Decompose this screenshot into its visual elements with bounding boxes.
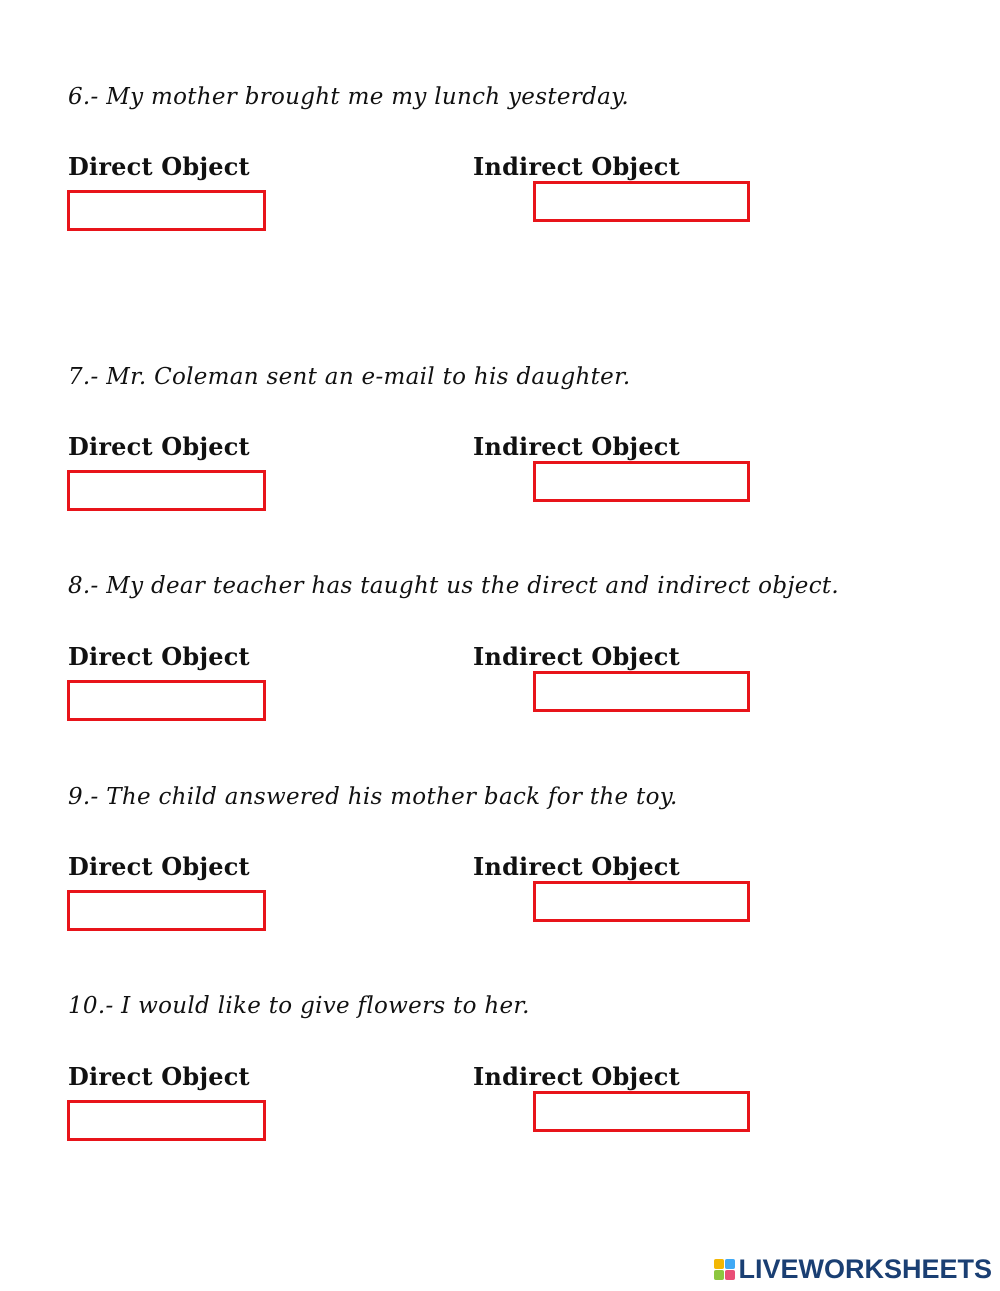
question-9-direct-label: Direct Object [68,852,250,881]
question-8-indirect-label: Indirect Object [473,642,680,671]
question-6-sentence: 6.- My mother brought me my lunch yesterday. [68,84,629,110]
question-9-indirect-input[interactable] [533,881,750,922]
logo-cell [725,1270,735,1280]
logo-cell [714,1270,724,1280]
liveworksheets-brand [714,1256,992,1283]
liveworksheets-logo-icon [714,1259,735,1280]
logo-cell [725,1259,735,1269]
question-6-direct-label: Direct Object [68,152,250,181]
question-10-indirect-input[interactable] [533,1091,750,1132]
question-8-direct-label: Direct Object [68,642,250,671]
question-8-direct-input[interactable] [67,680,266,721]
question-10-direct-input[interactable] [67,1100,266,1141]
question-6-indirect-input[interactable] [533,181,750,222]
question-7-indirect-input[interactable] [533,461,750,502]
brand-text: LIVEWORKSHEETS [738,1254,992,1284]
question-7-direct-input[interactable] [67,470,266,511]
question-9-indirect-label: Indirect Object [473,852,680,881]
question-8-sentence: 8.- My dear teacher has taught us the direct and indirect object. [68,573,840,599]
question-7-sentence: 7.- Mr. Coleman sent an e-mail to his daughter. [68,364,631,390]
question-9-sentence: 9.- The child answered his mother back for the toy. [68,784,678,810]
question-10-indirect-label: Indirect Object [473,1062,680,1091]
question-7-indirect-label: Indirect Object [473,432,680,461]
question-9-direct-input[interactable] [67,890,266,931]
question-10-direct-label: Direct Object [68,1062,250,1091]
question-8-indirect-input[interactable] [533,671,750,712]
logo-cell [714,1259,724,1269]
question-7-direct-label: Direct Object [68,432,250,461]
question-6-indirect-label: Indirect Object [473,152,680,181]
question-10-sentence: 10.- I would like to give flowers to her. [68,993,530,1019]
question-6-direct-input[interactable] [67,190,266,231]
